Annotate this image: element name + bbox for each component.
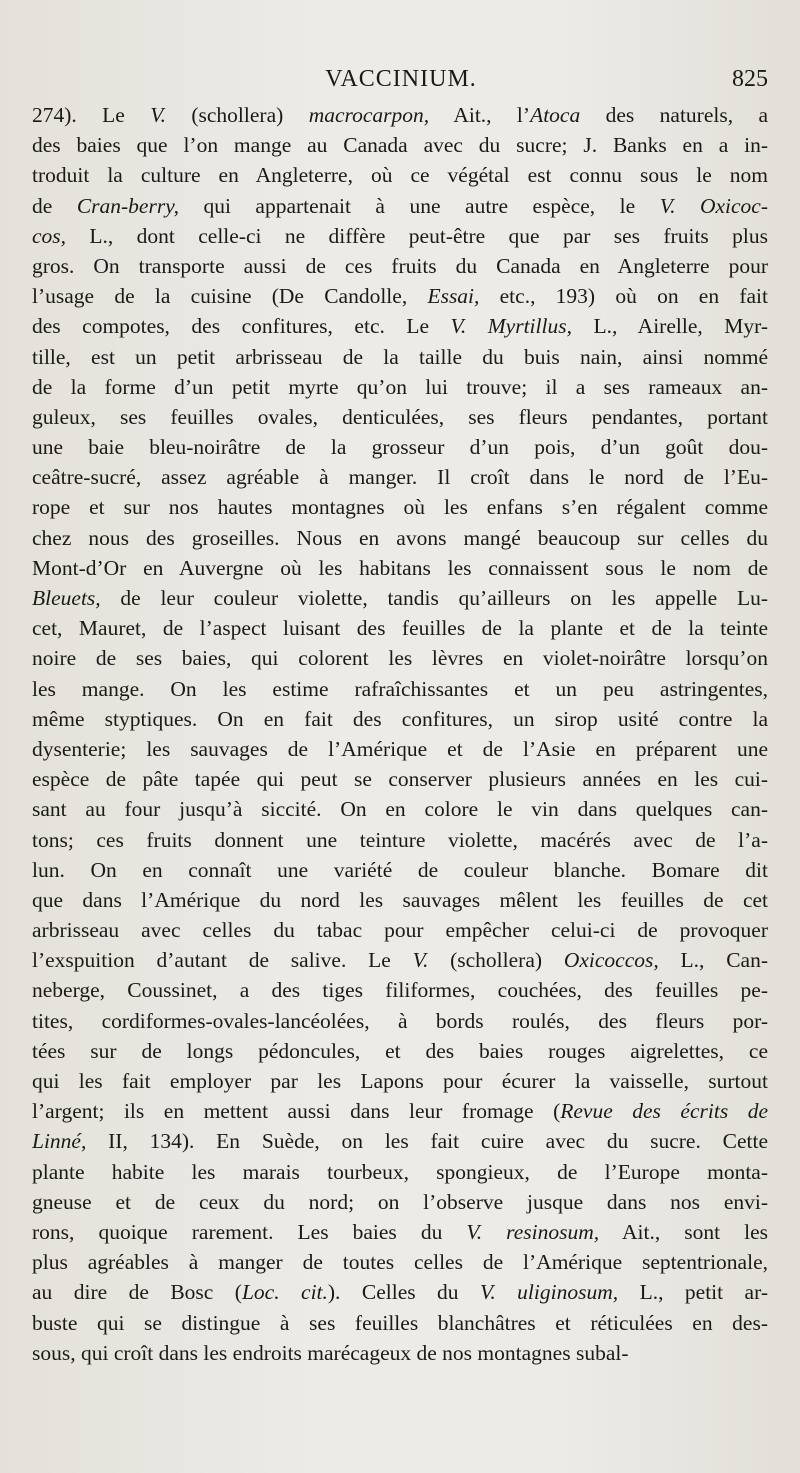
text-line — [32, 704, 768, 734]
text-segment: l’argent; ils en mettent aussi dans leur fromage ( — [32, 1099, 561, 1124]
text-segment: tites, cordiformes-ovales-lancéolées, à bords roulés, des fleurs por- — [32, 1008, 768, 1033]
text-line — [32, 734, 768, 764]
text-line — [32, 160, 768, 190]
running-title: VACCINIUM. — [325, 66, 477, 92]
text-line — [32, 1066, 768, 1096]
text-line — [32, 1096, 768, 1126]
text-line — [32, 221, 768, 251]
text-segment: rope et sur nos hautes montagnes où les enfans s’en régalent comme — [32, 495, 768, 520]
text-segment: Mont-d’Or en Auvergne où les habitans les connaissent sous le nom de — [32, 555, 768, 580]
text-segment: des compotes, des confitures, etc. Le — [32, 314, 451, 339]
text-segment: ceâtre-sucré, assez agréable à manger. Il croît dans le nord de l’Eu- — [32, 465, 768, 490]
text-segment: de leur couleur violette, tandis qu’ailleurs on les appelle Lu- — [100, 586, 768, 610]
text-segment: gros. On transporte aussi de ces fruits du Canada en Angleterre pour — [32, 253, 768, 278]
text-segment: L., Can- — [658, 948, 768, 973]
text-line — [32, 1217, 768, 1247]
text-line — [32, 975, 768, 1005]
text-segment: dysenterie; les sauvages de l’Amérique et de l’Asie en préparent une — [32, 736, 768, 761]
text-segment: l’exspuition d’autant de salive. Le — [32, 948, 413, 973]
text-segment: qui les fait employer par les Lapons pour écurer la vaisselle, surtout — [32, 1069, 768, 1093]
text-segment: buste qui se distingue à ses feuilles blanchâtres et réticulées en des- — [32, 1310, 768, 1335]
italic-text: V. — [150, 103, 166, 127]
text-line — [32, 794, 768, 824]
text-segment: sant au four jusqu’à siccité. On en colore le vin dans quelques can- — [32, 797, 768, 822]
text-line — [32, 462, 768, 492]
text-line — [32, 553, 768, 583]
text-line — [32, 1338, 768, 1368]
italic-text: Cran-berry, — [76, 193, 179, 218]
italic-text: V. Myrtillus, — [450, 314, 572, 339]
text-line — [32, 1247, 768, 1277]
text-segment: rons, quoique rarement. Les baies du — [32, 1219, 467, 1244]
text-segment: au dire de Bosc ( — [32, 1280, 242, 1305]
text-line — [32, 643, 768, 673]
text-segment: gneuse et de ceux du nord; on l’observe jusque dans nos envi- — [32, 1189, 768, 1214]
text-line — [32, 492, 768, 522]
text-line — [32, 191, 768, 221]
italic-text: cos, — [32, 223, 67, 248]
text-segment: cet, Mauret, de l’aspect luisant des feuilles de la plante et de la teinte — [32, 616, 768, 641]
text-line — [32, 432, 768, 462]
text-segment: Ait., l’ — [429, 103, 531, 127]
italic-text: Loc. cit. — [241, 1280, 328, 1305]
text-segment: de — [32, 193, 77, 218]
text-line — [32, 1036, 768, 1066]
text-segment: qui appartenait à une autre espèce, le — [178, 193, 660, 218]
text-segment: L., Airelle, Myr- — [571, 314, 768, 339]
text-segment: etc., 193) où on en fait — [479, 284, 768, 309]
text-segment: 274). Le — [32, 103, 151, 127]
text-segment: tille, est un petit arbrisseau de la taille du buis nain, ainsi nommé — [32, 344, 768, 369]
text-line — [32, 613, 768, 643]
text-segment: (schollera) — [428, 948, 564, 973]
text-segment: des naturels, a — [580, 103, 768, 127]
text-line — [32, 1157, 768, 1187]
italic-text: Atoca — [530, 103, 581, 127]
text-line — [32, 1006, 768, 1036]
text-segment: des baies que l’on mange au Canada avec du sucre; J. Banks en a in- — [32, 133, 768, 158]
text-line — [32, 100, 768, 130]
text-segment: tons; ces fruits donnent une teinture violette, macérés avec de l’a- — [32, 827, 768, 852]
text-segment: sous, qui croît dans les endroits marécageux de nos montagnes subal- — [32, 1340, 629, 1365]
text-segment: que dans l’Amérique du nord les sauvages mêlent les feuilles de cet — [32, 887, 768, 912]
text-line — [32, 1126, 768, 1156]
text-segment: II, 134). En Suède, on les fait cuire avec du sucre. Cette — [86, 1129, 768, 1154]
text-line — [32, 402, 768, 432]
text-line — [32, 885, 768, 915]
text-line — [32, 825, 768, 855]
text-segment: plante habite les marais tourbeux, spongieux, de l’Europe monta- — [32, 1159, 768, 1184]
text-segment: espèce de pâte tapée qui peut se conserver plusieurs années en les cui- — [32, 767, 768, 792]
text-line — [32, 945, 768, 975]
text-segment: L., petit ar- — [618, 1280, 768, 1305]
text-segment: même styptiques. On en fait des confitures, un sirop usité contre la — [32, 706, 768, 731]
italic-text: macrocarpon, — [308, 103, 430, 127]
text-line — [32, 311, 768, 341]
text-segment: plus agréables à manger de toutes celles de l’Amérique septentrionale, — [32, 1250, 768, 1275]
text-line — [32, 342, 768, 372]
text-line — [32, 372, 768, 402]
text-line — [32, 281, 768, 311]
text-line — [32, 764, 768, 794]
text-segment: lun. On en connaît une variété de couleur blanche. Bomare dit — [32, 857, 768, 882]
text-segment: ). Celles du — [327, 1280, 480, 1305]
text-segment: guleux, ses feuilles ovales, denticulées, ses fleurs pendantes, portant — [32, 404, 768, 429]
text-line — [32, 130, 768, 160]
italic-text: V. — [412, 948, 429, 973]
text-line — [32, 583, 768, 613]
text-segment: noire de ses baies, qui colorent les lèvres en violet-noirâtre lorsqu’on — [32, 646, 768, 671]
text-line — [32, 1277, 768, 1307]
italic-text: Linné, — [32, 1129, 87, 1154]
text-line — [32, 251, 768, 281]
text-segment: arbrisseau avec celles du tabac pour empêcher celui-ci de provoquer — [32, 918, 768, 943]
text-segment: (schollera) — [165, 103, 309, 127]
italic-text: Bleuets, — [32, 586, 101, 610]
page-header — [34, 66, 768, 102]
text-line — [32, 674, 768, 704]
text-segment: neberge, Coussinet, a des tiges filiformes, couchées, des feuilles pe- — [32, 978, 768, 1003]
page-number: 825 — [732, 66, 768, 92]
italic-text: Essai, — [427, 284, 480, 309]
text-segment: de la forme d’un petit myrte qu’on lui trouve; il a ses rameaux an- — [32, 374, 768, 399]
text-line — [32, 1187, 768, 1217]
text-segment: L., dont celle-ci ne diffère peut-être que par ses fruits plus — [66, 223, 768, 248]
text-segment: tées sur de longs pédoncules, et des baies rouges aigrelettes, ce — [32, 1038, 768, 1063]
text-segment: chez nous des groseilles. Nous en avons mangé beaucoup sur celles du — [32, 525, 768, 550]
text-segment: troduit la culture en Angleterre, où ce végétal est connu sous le nom — [32, 163, 768, 188]
text-line — [32, 523, 768, 553]
text-line — [32, 915, 768, 945]
text-segment: Ait., sont les — [599, 1219, 768, 1244]
body-text — [32, 100, 768, 1368]
italic-text: V. Oxicoc- — [659, 193, 768, 218]
italic-text: V. resinosum, — [466, 1219, 600, 1244]
text-segment: les mange. On les estime rafraîchissantes et un peu astringentes, — [32, 676, 768, 701]
text-line — [32, 1308, 768, 1338]
italic-text: Revue des écrits de — [560, 1099, 768, 1124]
italic-text: V. uliginosum, — [480, 1280, 619, 1305]
text-segment: une baie bleu-noirâtre de la grosseur d’un pois, d’un goût dou- — [32, 435, 768, 460]
text-segment: l’usage de la cuisine (De Candolle, — [32, 284, 428, 309]
text-line — [32, 855, 768, 885]
italic-text: Oxicoccos, — [563, 948, 659, 973]
